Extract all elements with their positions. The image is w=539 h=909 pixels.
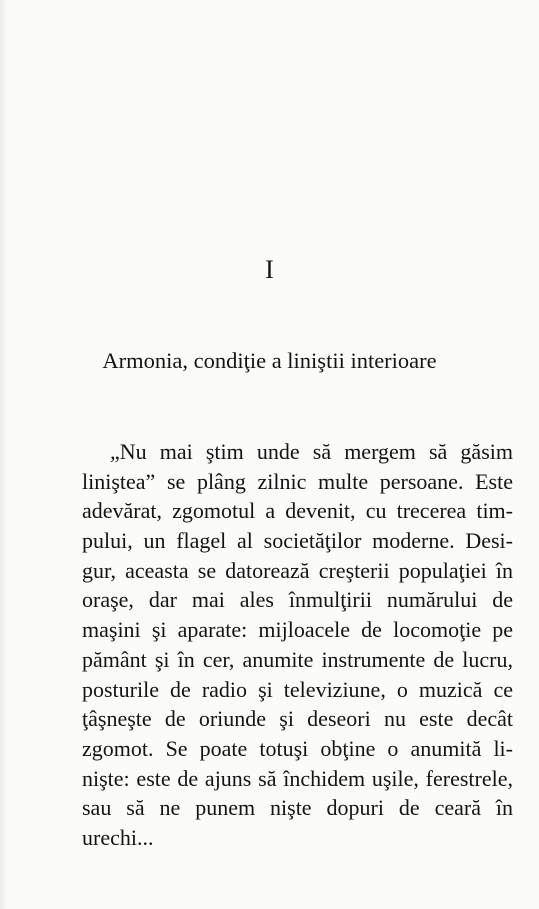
chapter-title: Armonia, condiţie a liniştii interioare: [102, 348, 437, 373]
text-line: adevărat, zgomotul a devenit, cu trecerea tim-: [82, 498, 513, 524]
text-line: ţâşneşte de oriunde şi deseori nu este decât: [82, 706, 513, 732]
body-paragraph: [82, 437, 513, 853]
text-line: gur, aceasta se datorează creşterii populaţiei în: [82, 557, 513, 583]
page-edge-shadow: [0, 0, 8, 909]
text-line: „Nu mai ştim unde să mergem să găsim: [110, 439, 513, 464]
text-line: oraşe, dar mai ales înmulţirii numărului de: [82, 587, 513, 613]
text-line: nişte: este de ajuns să închidem uşile, ferestrele,: [82, 765, 513, 791]
text-line: posturile de radio şi televiziune, o muzică ce: [82, 676, 513, 702]
text-line: liniştea” se plâng zilnic multe persoane. Este: [82, 468, 513, 494]
text-line: maşini şi aparate: mijloacele de locomoţie pe: [82, 617, 513, 643]
text-line: pului, un flagel al societăţilor moderne. Desi-: [82, 528, 513, 554]
text-line: sau să ne punem nişte dopuri de ceară în: [82, 795, 513, 821]
text-line: zgomot. Se poate totuşi obţine o anumită li-: [82, 735, 513, 761]
text-line: urechi...: [82, 824, 154, 850]
text-line: pământ şi în cer, anumite instrumente de lucru,: [82, 646, 513, 672]
chapter-number: I: [265, 255, 274, 284]
